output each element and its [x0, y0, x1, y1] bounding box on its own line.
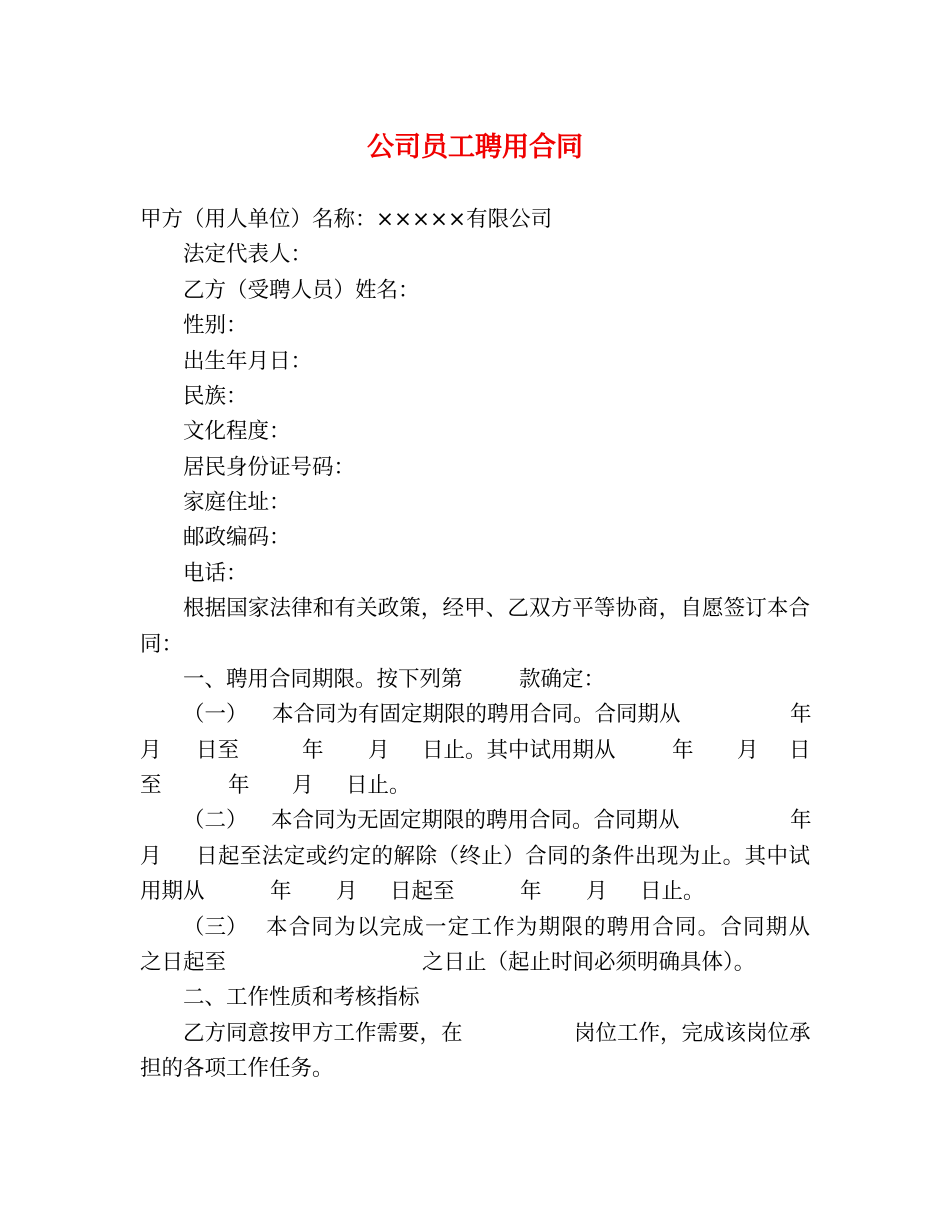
year-label: 年 — [790, 702, 812, 728]
field-id-number — [140, 450, 810, 485]
section-1-heading-text: 一、聘用合同期限。按下列第 — [183, 666, 463, 692]
field-legal-representative — [140, 237, 810, 272]
field-label: 出生年月日： — [183, 348, 313, 374]
field-label: 法定代表人： — [183, 242, 313, 268]
term-option-2 — [140, 803, 810, 909]
party-a-line — [140, 202, 810, 237]
field-education — [140, 414, 810, 449]
option-line — [140, 874, 810, 909]
field-gender — [140, 308, 810, 343]
option-line — [140, 839, 810, 874]
option-line — [140, 768, 810, 803]
preamble-paragraph — [140, 591, 810, 662]
option-3-marker: （三） — [183, 914, 248, 940]
section-2-line — [140, 1051, 810, 1086]
year-label: 年 — [790, 808, 812, 834]
field-label: 邮政编码： — [183, 525, 291, 551]
month-label: 月 — [140, 843, 162, 869]
end-date-label: 之日止（起止时间必须明确具体）。 — [422, 949, 756, 975]
probation-clause: 日止。其中试用期从 — [422, 737, 616, 763]
term-option-3 — [140, 910, 810, 981]
option-line — [140, 733, 810, 768]
day-end-label: 日止。 — [640, 879, 705, 905]
year-label: 年 — [228, 773, 250, 798]
month-label: 月 — [737, 737, 759, 763]
field-label: 文化程度： — [183, 419, 291, 445]
day-to-label: 日至 — [196, 737, 240, 763]
start-date-label: 之日起至 — [140, 949, 227, 975]
party-a-label: 甲方（用人单位）名称： — [140, 207, 377, 232]
section-1-heading-text: 款确定： — [519, 666, 606, 692]
option-line — [140, 910, 810, 945]
day-to-label: 日起至 — [390, 879, 455, 905]
section-2-text: 岗位工作，完成该岗位承 — [574, 1020, 811, 1046]
section-2-text: 乙方同意按甲方工作需要，在 — [183, 1020, 463, 1046]
preamble-line — [140, 591, 810, 626]
probation-label: 用期从 — [140, 879, 205, 905]
day-end-label: 日止。 — [346, 773, 411, 798]
year-label: 年 — [672, 737, 694, 763]
month-label: 月 — [336, 879, 358, 905]
section-2-heading-text: 二、工作性质和考核指标 — [183, 985, 420, 1011]
field-label: 乙方（受聘人员）姓名： — [183, 277, 420, 303]
field-label: 家庭住址： — [183, 490, 291, 515]
document-title: 公司员工聘用合同 — [367, 132, 583, 163]
option-1-clause: 本合同为有固定期限的聘用合同。合同期从 — [272, 702, 681, 728]
field-label: 居民身份证号码： — [183, 454, 356, 480]
section-2-heading — [140, 980, 810, 1015]
termination-clause: 日起至法定或约定的解除（终止）合同的条件出现为止。其中试 — [196, 843, 810, 869]
info-fields — [140, 237, 810, 591]
option-1-marker: （一） — [183, 702, 248, 728]
field-party-b-name — [140, 273, 810, 308]
preamble-text: 同： — [140, 631, 184, 657]
preamble-text: 根据国家法律和有关政策，经甲、乙双方平等协商，自愿签订本合 — [183, 596, 810, 622]
year-label: 年 — [302, 737, 324, 763]
year-label: 年 — [520, 879, 542, 905]
section-1-heading — [140, 662, 810, 697]
option-line — [140, 803, 810, 838]
contract-body — [140, 202, 810, 1086]
field-label: 民族： — [183, 383, 248, 409]
month-label: 月 — [292, 773, 314, 798]
field-home-address — [140, 485, 810, 520]
to-label: 至 — [140, 773, 162, 798]
option-line — [140, 945, 810, 980]
party-a-name-value: ×××××有限公司 — [376, 207, 553, 232]
option-2-marker: （二） — [183, 808, 248, 834]
section-2-line — [140, 1016, 810, 1051]
day-label: 日 — [789, 737, 811, 763]
year-label: 年 — [270, 879, 292, 905]
section-contract-term — [140, 662, 810, 980]
field-date-of-birth — [140, 344, 810, 379]
section-job-nature — [140, 980, 810, 1086]
section-2-text: 担的各项工作任务。 — [140, 1056, 334, 1081]
field-ethnicity — [140, 379, 810, 414]
field-label: 电话： — [183, 560, 248, 586]
option-3-clause: 本合同为以完成一定工作为期限的聘用合同。合同期从 — [266, 914, 810, 940]
preamble-line — [140, 627, 810, 662]
option-line — [140, 697, 810, 732]
month-label: 月 — [140, 737, 162, 763]
month-label: 月 — [368, 737, 390, 763]
field-postal-code — [140, 520, 810, 555]
field-phone — [140, 556, 810, 591]
month-label: 月 — [586, 879, 608, 905]
term-option-1 — [140, 697, 810, 803]
field-label: 性别： — [183, 313, 248, 339]
option-2-clause: 本合同为无固定期限的聘用合同。合同期从 — [271, 808, 680, 834]
